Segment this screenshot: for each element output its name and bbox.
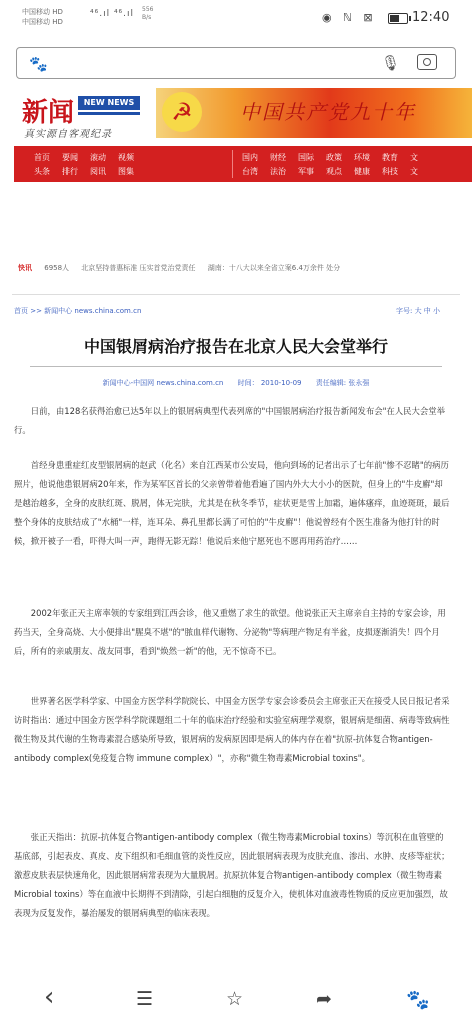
nav-item[interactable]: 教育 <box>382 153 398 162</box>
menu-icon[interactable]: ☰ <box>136 988 154 1010</box>
status-bar <box>0 0 472 38</box>
site-logo[interactable]: 新闻 <box>22 98 75 128</box>
speed-unit: B/s <box>142 14 152 21</box>
logo-underline <box>78 112 140 115</box>
article-source[interactable]: 新闻中心-中国网 news.china.com.cn <box>102 379 224 387</box>
article-paragraph: 张正天指出：抗原-抗体复合物antigen-antibody complex（微生物毒素Microbial toxins）等沉积在血管壁的基底部，引起表皮、真皮、皮下组织和毛细血管的炎性反应，因此银屑病表现为皮肤充血、渗出、水肿、皮疹等症状；激惹皮肤表层快速角化，因此银屑病常表现为大量脱屑。抗原抗体复合物antigen-antibody complex（微生物毒素Microbial toxins）等在血液中长期得不到清除，引起白细胞的反复介入，使机体对血液毒性物质的反应更加强烈，故表现为反复发作，暴治屡发的银屑病典型的临床表现。 <box>14 832 450 918</box>
browser-toolbar <box>0 978 472 1024</box>
nav-item[interactable]: 健康 <box>354 167 370 176</box>
article-paragraph: 日前，由128名获得治愈已达5年以上的银屑病典型代表列席的"中国银屑病治疗报告新闻发布会"在人民大会堂举行。 <box>14 406 446 435</box>
nav-item[interactable]: 政策 <box>326 153 342 162</box>
channel-nav <box>14 146 472 182</box>
article-time: 时间： 2010-10-09 <box>237 379 302 387</box>
nav-item[interactable]: 首页 <box>34 153 50 162</box>
nav-item[interactable]: 文 <box>410 167 418 176</box>
nav-item[interactable]: 国际 <box>298 153 314 162</box>
clock: 12:40 <box>412 10 450 25</box>
nav-item[interactable]: 国内 <box>242 153 258 162</box>
bookmark-star-icon[interactable]: ☆ <box>226 988 244 1010</box>
article-meta <box>0 378 472 388</box>
nav-item[interactable]: 视频 <box>118 153 134 162</box>
back-icon[interactable]: ‹ <box>44 982 55 1012</box>
search-bar[interactable] <box>16 47 456 79</box>
nav-item[interactable]: 环境 <box>354 153 370 162</box>
article-title: 中国银屑病治疗报告在北京人民大会堂举行 <box>83 337 388 356</box>
article-paragraph: 2002年张正天主席率领的专家组到江西会诊，他又重燃了求生的欲望。他说张正天主席亲自主持的专家会诊，用药当天，全身高烧、大小便排出"腥臭不堪"的"脓血样代谢物、分泌物"等病理产物足有半盆，皮损逐渐消失！四个月后，所有的亲戚朋友、战友同事，看到"焕然一新"的他，无不惊奇不已。 <box>14 608 446 656</box>
nav-item[interactable]: 排行 <box>62 167 78 176</box>
battery-icon <box>388 13 408 24</box>
new-news-badge: NEW NEWS <box>78 96 140 110</box>
site-tagline: 真实源自客观纪录 <box>24 129 112 140</box>
nav-item[interactable]: 法治 <box>270 167 286 176</box>
divider <box>12 294 460 295</box>
font-size-control[interactable]: 字号: 大 中 小 <box>396 307 441 315</box>
camera-icon[interactable] <box>417 54 437 70</box>
nav-item[interactable]: 台湾 <box>242 167 258 176</box>
nav-item[interactable]: 科技 <box>382 167 398 176</box>
nav-item[interactable]: 要闻 <box>62 153 78 162</box>
nav-item[interactable]: 阅讯 <box>90 167 106 176</box>
carrier-1: 中国移动 HD <box>22 8 63 16</box>
nav-item[interactable]: 观点 <box>326 167 342 176</box>
share-icon[interactable]: ➦ <box>316 988 332 1010</box>
carrier-info <box>22 7 63 27</box>
signal-icon: ⁴⁶.ıl ⁴⁶.ıl <box>90 9 135 19</box>
nav-item[interactable]: 滚动 <box>90 153 106 162</box>
ticker-item[interactable]: 北京坚持普惠标准 压实首党治党责任 <box>81 264 196 272</box>
status-icons: ◉ ℕ ⊠ <box>322 11 377 24</box>
article-editor: 责任编辑: 张永强 <box>315 379 370 387</box>
article-paragraph: 首经身患重症红皮型银屑病的赵武（化名）来自江西某市公安局，他向到场的记者出示了七年前"惨不忍睹"的病历照片，他说他患银屑病20年来，作为某军区首长的父亲曾带着他看遍了国内外大大小小的医院，但身上的"牛皮廯"却是越治越多，全身的皮肤红斑、脱屑，体无完肤，尤其是在秋冬季节，症状更是雪上加霜，遍体瘙痒，血迹斑斑，最后整个身体的皮肤结成了"水桶"一样，连耳朵、鼻孔里都长满了可怕的"牛皮廯"！他说曾经有个医生准备为他打针的时候，掀开被子一看，吓得大叫一声，跑得无影无踪！他说后来他宁愿死也不愿再用药治疗…… <box>14 460 450 546</box>
nav-item[interactable]: 军事 <box>298 167 314 176</box>
news-ticker <box>18 263 472 277</box>
network-speed <box>142 6 153 22</box>
microphone-icon[interactable]: 🎙 <box>381 54 401 72</box>
anniversary-banner[interactable] <box>156 88 472 138</box>
baidu-paw-icon[interactable]: 🐾 <box>29 55 48 73</box>
ticker-item[interactable]: 湖南：十八大以来全省立案6.4万余件 处分 <box>207 264 341 272</box>
breadcrumb[interactable]: 首页 >> 新闻中心 news.china.com.cn <box>14 307 142 315</box>
banner-slogan: 中国共产党九十年 <box>240 100 416 124</box>
party-emblem-icon: ☭ <box>162 92 202 132</box>
speed-value: 556 <box>142 6 154 13</box>
nav-item[interactable]: 头条 <box>34 167 50 176</box>
carrier-2: 中国移动 HD <box>22 18 63 26</box>
nav-divider <box>232 150 233 178</box>
ticker-label: 快讯 <box>18 264 32 272</box>
nav-item[interactable]: 文 <box>410 153 418 162</box>
baidu-home-icon[interactable]: 🐾 <box>406 989 430 1011</box>
title-divider <box>30 366 442 367</box>
nav-item[interactable]: 财经 <box>270 153 286 162</box>
article-paragraph: 世界著名医学科学家、中国金方医学科学院院长、中国金方医学专家会诊委员会主席张正天在接受人民日报记者采访时指出：通过中国金方医学科学院课题组二十年的临床治疗经验和实验室病理学观察，银屑病是细菌、病毒等致病性微生物及其代谢的生物毒素混合感染所导致，银屑病的发病原因即是病人的体内存在着"抗原-抗体复合物antigen-antibody complex(免疫复合物 immune complex）"，亦称"微生物毒素Microbial toxins"。 <box>14 696 450 763</box>
ticker-item[interactable]: 6958人 <box>44 264 70 272</box>
nav-item[interactable]: 图集 <box>118 167 134 176</box>
